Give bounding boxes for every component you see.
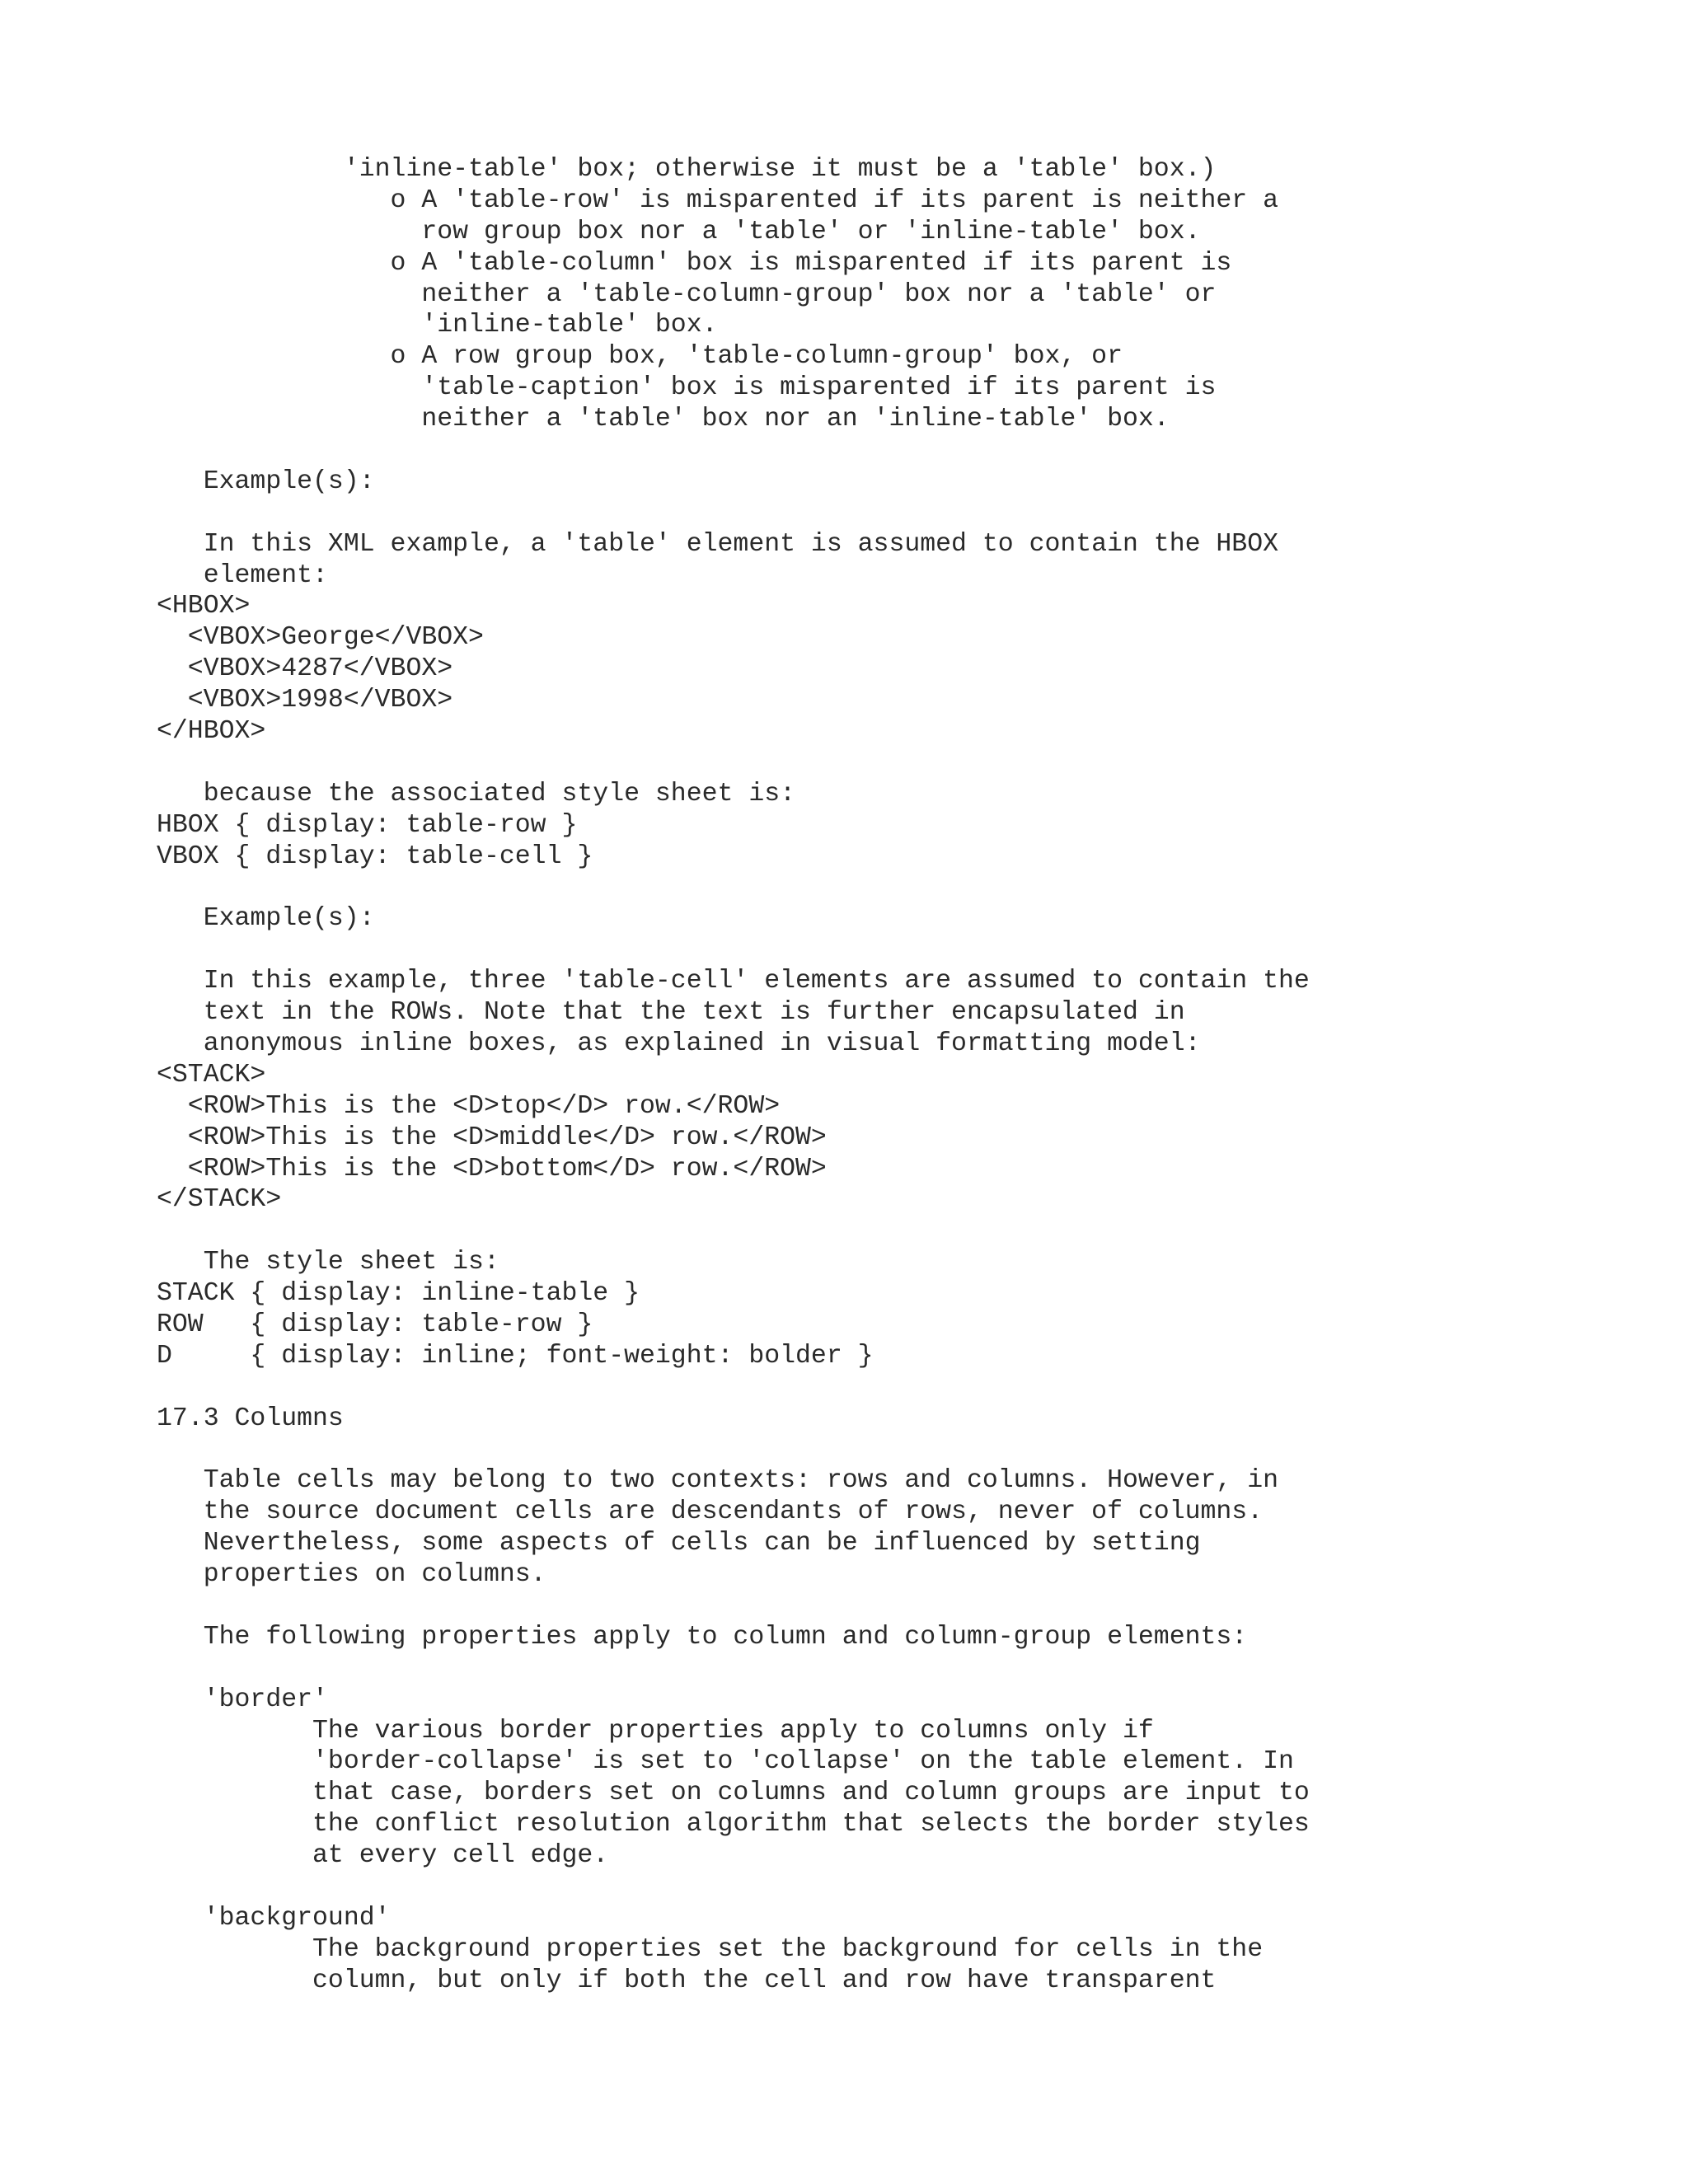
document-line: column, but only if both the cell and row have transparent: [157, 1966, 1217, 1995]
document-line: properties on columns.: [157, 1560, 546, 1590]
document-line: 'border-collapse' is set to 'collapse' on the table element. In: [157, 1747, 1294, 1777]
document-line: that case, borders set on columns and column groups are input to: [157, 1779, 1310, 1808]
document-line: The background properties set the background for cells in the: [157, 1934, 1264, 1964]
document-line: [157, 435, 1310, 466]
document-line: In this example, three 'table-cell' elements are assumed to contain the: [157, 967, 1310, 996]
document-line: o A 'table-row' is misparented if its parent is neither a: [157, 185, 1279, 215]
document-line: <ROW>This is the <D>bottom</D> row.</ROW>: [157, 1154, 827, 1183]
document-line: 'border': [157, 1685, 328, 1714]
document-line: because the associated style sheet is:: [157, 779, 796, 808]
document-line: [157, 1653, 1310, 1685]
document-line: anonymous inline boxes, as explained in visual formatting model:: [157, 1029, 1201, 1058]
document-line: <ROW>This is the <D>top</D> row.</ROW>: [157, 1091, 781, 1121]
document-line: HBOX { display: table-row }: [157, 810, 578, 840]
document-line: element:: [157, 560, 328, 590]
document-line: neither a 'table-column-group' box nor a 'table' or: [157, 279, 1217, 309]
document-line: [157, 1872, 1310, 1903]
document-line: 'inline-table' box.: [157, 311, 718, 340]
document-line: [157, 1372, 1310, 1404]
document-line: Example(s):: [157, 904, 375, 934]
document-line: </STACK>: [157, 1185, 282, 1215]
document-line: <VBOX>4287</VBOX>: [157, 654, 453, 684]
document-line: <VBOX>1998</VBOX>: [157, 686, 453, 715]
document-line: row group box nor a 'table' or 'inline-table' box.: [157, 217, 1201, 246]
document-line: STACK { display: inline-table }: [157, 1279, 640, 1309]
document-line: <STACK>: [157, 1060, 266, 1090]
document-line: In this XML example, a 'table' element is assumed to contain the HBOX: [157, 529, 1279, 559]
document-line: [157, 872, 1310, 903]
document-line: Nevertheless, some aspects of cells can be influenced by setting: [157, 1529, 1201, 1558]
document-line: <ROW>This is the <D>middle</D> row.</ROW>: [157, 1122, 827, 1152]
document-line: 'table-caption' box is misparented if its parent is: [157, 373, 1217, 403]
document-line: ROW { display: table-row }: [157, 1310, 593, 1339]
document-line: o A row group box, 'table-column-group' box, or: [157, 342, 1123, 372]
document-line: the conflict resolution algorithm that selects the border styles: [157, 1810, 1310, 1840]
document-line: [157, 748, 1310, 779]
document-line: The style sheet is:: [157, 1248, 499, 1277]
document-line: </HBOX>: [157, 717, 266, 747]
document-line: o A 'table-column' box is misparented if its parent is: [157, 248, 1232, 278]
document-line: text in the ROWs. Note that the text is further encapsulated in: [157, 998, 1185, 1028]
document-line: the source document cells are descendants of rows, never of columns.: [157, 1497, 1264, 1527]
document-line: [157, 1435, 1310, 1466]
document-line: Table cells may belong to two contexts: rows and columns. However, in: [157, 1466, 1279, 1496]
document-line: D { display: inline; font-weight: bolder }: [157, 1341, 874, 1371]
document-line: 'background': [157, 1903, 391, 1933]
document-line: VBOX { display: table-cell }: [157, 841, 593, 871]
document-line: The following properties apply to column and column-group elements:: [157, 1622, 1248, 1652]
document-line: neither a 'table' box nor an 'inline-table' box.: [157, 405, 1170, 434]
document-line: [157, 1591, 1310, 1622]
document-line: at every cell edge.: [157, 1841, 609, 1871]
document-line: 17.3 Columns: [157, 1404, 344, 1433]
document-line: <VBOX>George</VBOX>: [157, 623, 484, 653]
document-line: [157, 498, 1310, 529]
document-line: Example(s):: [157, 466, 375, 496]
document-line: <HBOX>: [157, 592, 251, 621]
document-line: [157, 1216, 1310, 1247]
document-line: 'inline-table' box; otherwise it must be a 'table' box.): [157, 155, 1217, 184]
document-line: The various border properties apply to columns only if: [157, 1716, 1154, 1746]
document-line: [157, 935, 1310, 966]
document-text: [157, 154, 1310, 1997]
